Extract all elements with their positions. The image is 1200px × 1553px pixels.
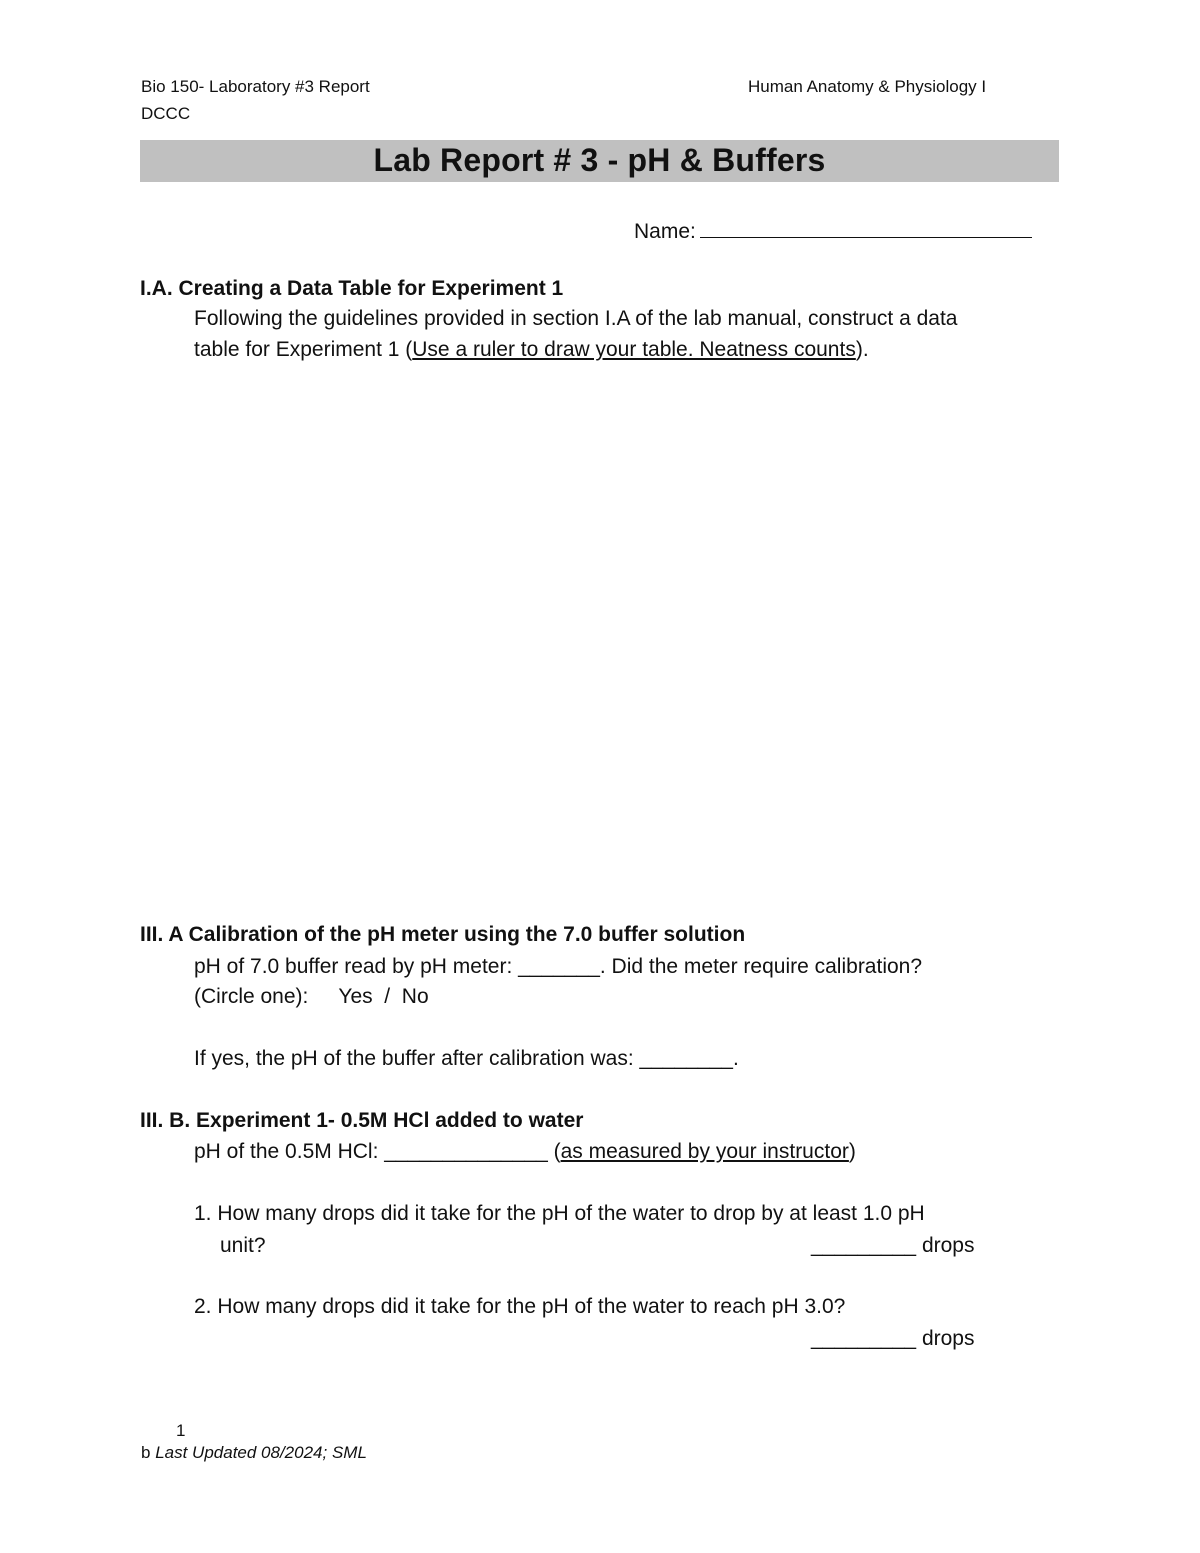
section-3a-line2 [194, 985, 429, 1009]
circle-one-label: (Circle one): [194, 985, 309, 1008]
question-1-answer[interactable]: _________ drops [811, 1234, 975, 1257]
yes-no-options[interactable]: Yes / No [338, 985, 429, 1008]
section-1a-line2 [194, 338, 869, 362]
header-college: DCCC [141, 104, 191, 123]
section-3b-line1-prefix: pH of the 0.5M HCl: ______________ ( [194, 1140, 561, 1163]
section-3b-line1-underlined: as measured by your instructor [560, 1140, 849, 1163]
data-table-drawing-area[interactable] [140, 380, 1059, 910]
section-1a-line2-suffix: ). [855, 338, 869, 361]
footer-updated: Last Updated 08/2024; SML [155, 1443, 367, 1462]
section-3b-line1 [194, 1140, 856, 1164]
name-field[interactable] [634, 217, 1032, 244]
name-blank[interactable] [700, 217, 1032, 238]
section-3b-line1-suffix: ) [848, 1140, 856, 1163]
header-subject: Human Anatomy & Physiology I [748, 77, 987, 96]
question-2-answer[interactable]: _________ drops [811, 1327, 975, 1350]
page-number: 1 [176, 1421, 186, 1440]
section-3b-heading: III. B. Experiment 1- 0.5M HCl added to water [140, 1109, 584, 1132]
name-label: Name: [634, 220, 696, 243]
section-1a-line1: Following the guidelines provided in section I.A of the lab manual, construct a data [194, 307, 958, 330]
section-1a-line2-underlined: Use a ruler to draw your table. Neatness counts [412, 338, 856, 361]
question-2-line1: 2. How many drops did it take for the pH of the water to reach pH 3.0? [194, 1295, 846, 1318]
question-1-line1: 1. How many drops did it take for the pH of the water to drop by at least 1.0 pH [194, 1202, 925, 1225]
footer-prefix: b [141, 1443, 151, 1462]
footer-line [141, 1443, 367, 1463]
section-1a-line2-prefix: table for Experiment 1 ( [194, 338, 413, 361]
header-course: Bio 150- Laboratory #3 Report [141, 77, 370, 96]
section-3a-line3: If yes, the pH of the buffer after calibration was: ________. [194, 1047, 739, 1070]
title-bar [140, 140, 1059, 182]
section-3a-heading: III. A Calibration of the pH meter using the 7.0 buffer solution [140, 923, 746, 946]
page-title: Lab Report # 3 - pH & Buffers [373, 142, 826, 178]
question-1-line2: unit? [220, 1234, 266, 1257]
section-3a-line1: pH of 7.0 buffer read by pH meter: _______. Did the meter require calibration? [194, 955, 923, 978]
section-1a-heading: I.A. Creating a Data Table for Experiment 1 [140, 277, 564, 300]
